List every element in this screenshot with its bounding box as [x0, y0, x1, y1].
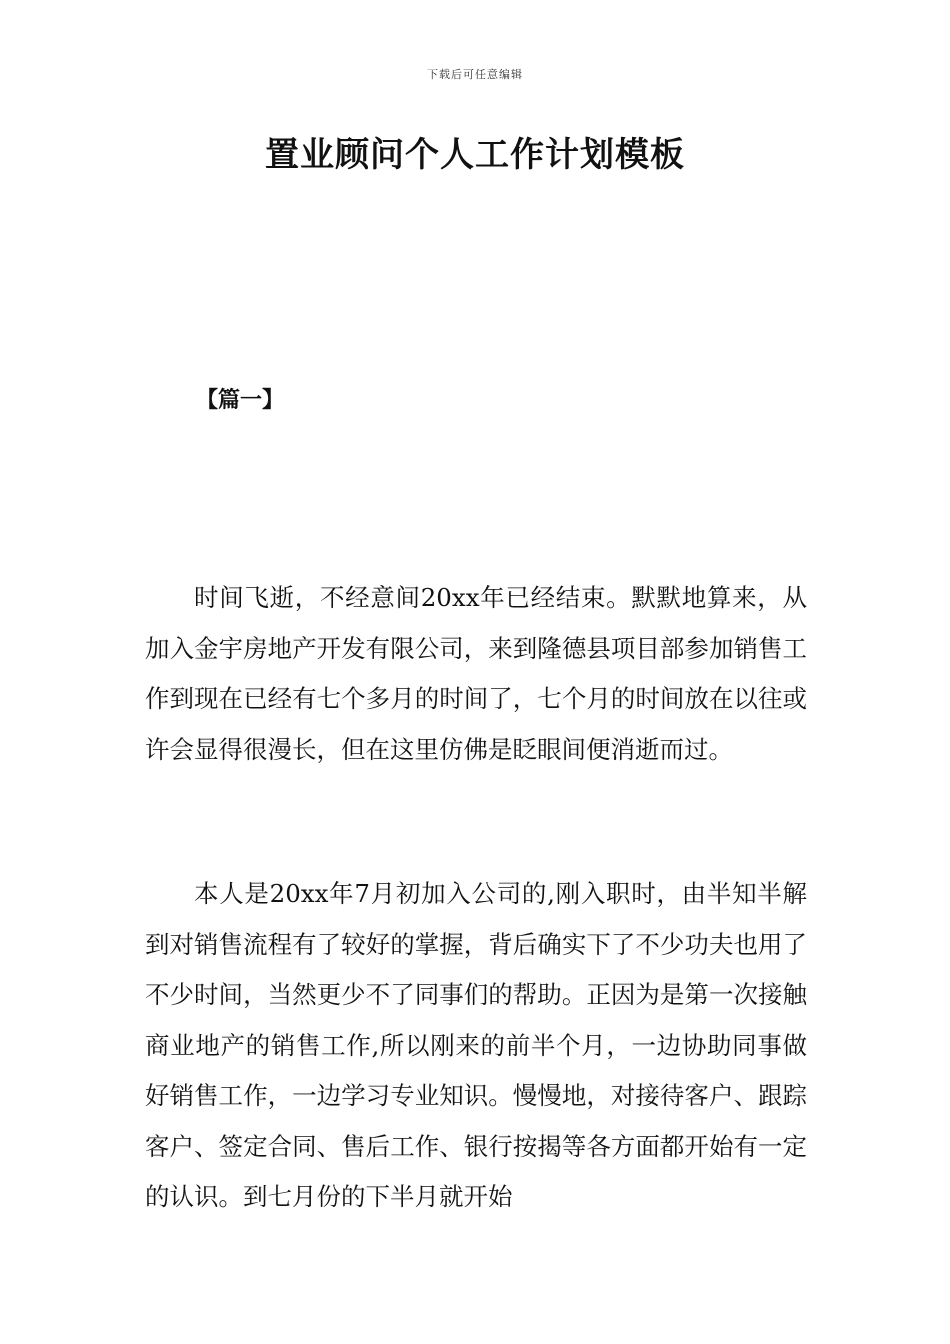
section-label: 【篇一】: [196, 388, 285, 413]
header-note: 下载后可任意编辑: [427, 68, 523, 81]
document-title: 置业顾问个人工作计划模板: [265, 135, 685, 175]
body-paragraph-1: 时间飞逝，不经意间20xx年已经结束。默默地算来，从加入金宇房地产开发有限公司，来到隆德县项目部参加销售工作到现在已经有七个多月的时间了，七个月的时间放在以往或许会显得很漫长，但在这里仿佛是眨眼间便消逝而过。: [145, 583, 807, 764]
body-paragraph-2: 本人是20xx年7月初加入公司的,刚入职时，由半知半解到对销售流程有了较好的掌握，背后确实下了不少功夫也用了不少时间，当然更少不了同事们的帮助。正因为是第一次接触商业地产的销售工作,所以刚来的前半个月，一边协助同事做好销售工作，一边学习专业知识。慢慢地，对接待客户、跟踪客户、签定合同、售后工作、银行按揭等各方面都开始有一定的认识。到七月份的下半月就开始: [145, 879, 807, 1211]
